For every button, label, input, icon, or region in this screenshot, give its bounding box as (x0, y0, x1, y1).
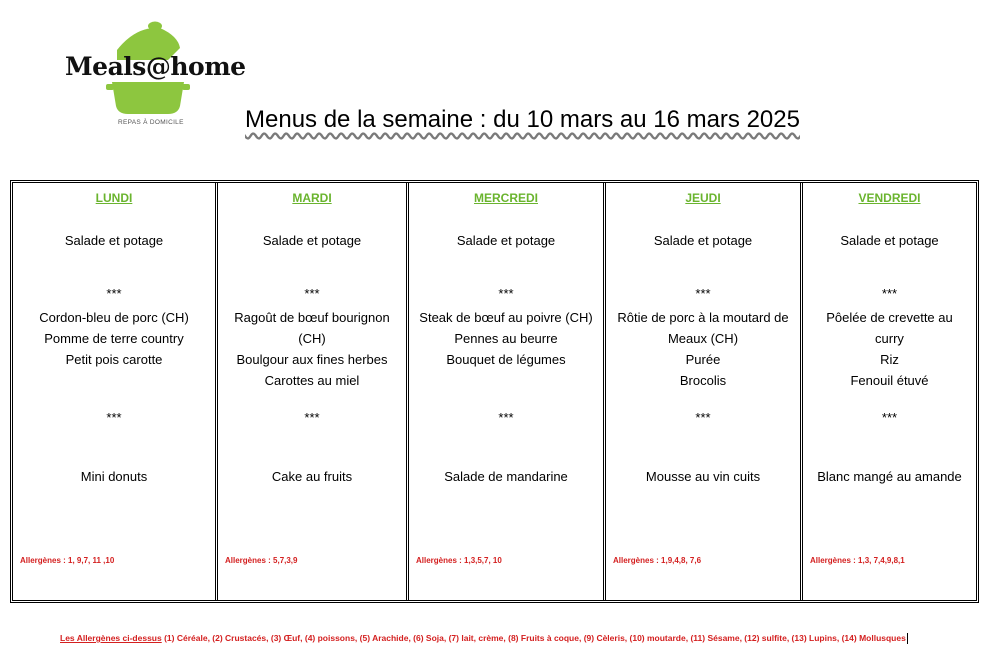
separator: *** (304, 410, 320, 425)
main-line: Steak de bœuf au poivre (CH) (419, 310, 593, 325)
allergen-legend (60, 633, 908, 644)
separator: *** (106, 286, 122, 301)
main-course (803, 307, 976, 391)
page-title: Menus de la semaine : du 10 mars au 16 mars 2025 (245, 106, 800, 133)
separator: *** (881, 410, 898, 425)
starter: Salade et potage (840, 233, 939, 248)
starter: Salade et potage (456, 233, 556, 248)
separator: *** (106, 410, 122, 425)
day-column-vendredi (803, 183, 976, 600)
main-line: Riz (880, 352, 899, 367)
main-line: Brocolis (679, 373, 727, 388)
day-name: MERCREDI (473, 191, 538, 205)
day-column-mercredi (409, 183, 606, 600)
main-line: curry (875, 331, 904, 346)
dessert: Salade de mandarine (444, 469, 568, 484)
allergen-legend-text: (1) Céréale, (2) Crustacés, (3) Œuf, (4) poissons, (5) Arachide, (6) Soja, (7) lait, crème, (8) Fruits à coque, (9) Cèleris, (10) moutarde, (11) Sésame, (12) sulfite, (13) Lupins, (14) Mollusques (161, 633, 906, 643)
logo-tagline: REPAS À DOMICILE (118, 119, 184, 126)
main-line: Pomme de terre country (44, 331, 184, 346)
text-cursor (907, 633, 908, 644)
main-line: Pôelée de crevette au (826, 310, 953, 325)
main-course (606, 307, 800, 391)
separator: *** (695, 286, 711, 301)
day-name: JEUDI (685, 191, 721, 205)
main-line: Bouquet de légumes (446, 352, 566, 367)
dessert: Cake au fruits (271, 469, 353, 484)
allergens: Allergènes : 1,3, 7,4,9,8,1 (810, 556, 905, 565)
main-line: Fenouil étuvé (850, 373, 929, 388)
starter: Salade et potage (653, 233, 753, 248)
separator: *** (695, 410, 711, 425)
starter: Salade et potage (262, 233, 362, 248)
main-line: Boulgour aux fines herbes (236, 352, 388, 367)
allergen-legend-label: Les Allergènes ci-dessus (60, 633, 162, 643)
day-name: LUNDI (95, 191, 133, 205)
main-course (13, 307, 215, 370)
separator: *** (304, 286, 320, 301)
main-line: Rôtie de porc à la moutard de (617, 310, 789, 325)
dessert: Blanc mangé au amande (817, 469, 962, 484)
allergens: Allergènes : 1,9,4,8, 7,6 (613, 556, 702, 565)
dessert: Mousse au vin cuits (645, 469, 761, 484)
allergens: Allergènes : 1,3,5,7, 10 (416, 556, 502, 565)
day-column-lundi (13, 183, 218, 600)
main-line: Carottes au miel (264, 373, 360, 388)
main-course (218, 307, 406, 391)
separator: *** (498, 286, 514, 301)
main-line: Cordon-bleu de porc (CH) (39, 310, 189, 325)
separator: *** (881, 286, 898, 301)
main-course (409, 307, 603, 370)
day-column-mardi (218, 183, 409, 600)
allergens: Allergènes : 5,7,3,9 (225, 556, 298, 565)
starter: Salade et potage (64, 233, 164, 248)
menu-table (10, 180, 979, 603)
main-line: Petit pois carotte (65, 352, 163, 367)
separator: *** (498, 410, 514, 425)
day-name: VENDREDI (858, 191, 921, 205)
dessert: Mini donuts (80, 469, 148, 484)
logo (60, 18, 246, 133)
day-name: MARDI (292, 191, 332, 205)
logo-name: Meals@home (65, 52, 246, 81)
main-line: Ragoût de bœuf bourignon (234, 310, 390, 325)
main-line: Pennes au beurre (454, 331, 558, 346)
main-line: (CH) (298, 331, 326, 346)
main-line: Purée (685, 352, 721, 367)
main-line: Meaux (CH) (667, 331, 739, 346)
day-column-jeudi (606, 183, 803, 600)
allergens: Allergènes : 1, 9,7, 11 ,10 (20, 556, 115, 565)
